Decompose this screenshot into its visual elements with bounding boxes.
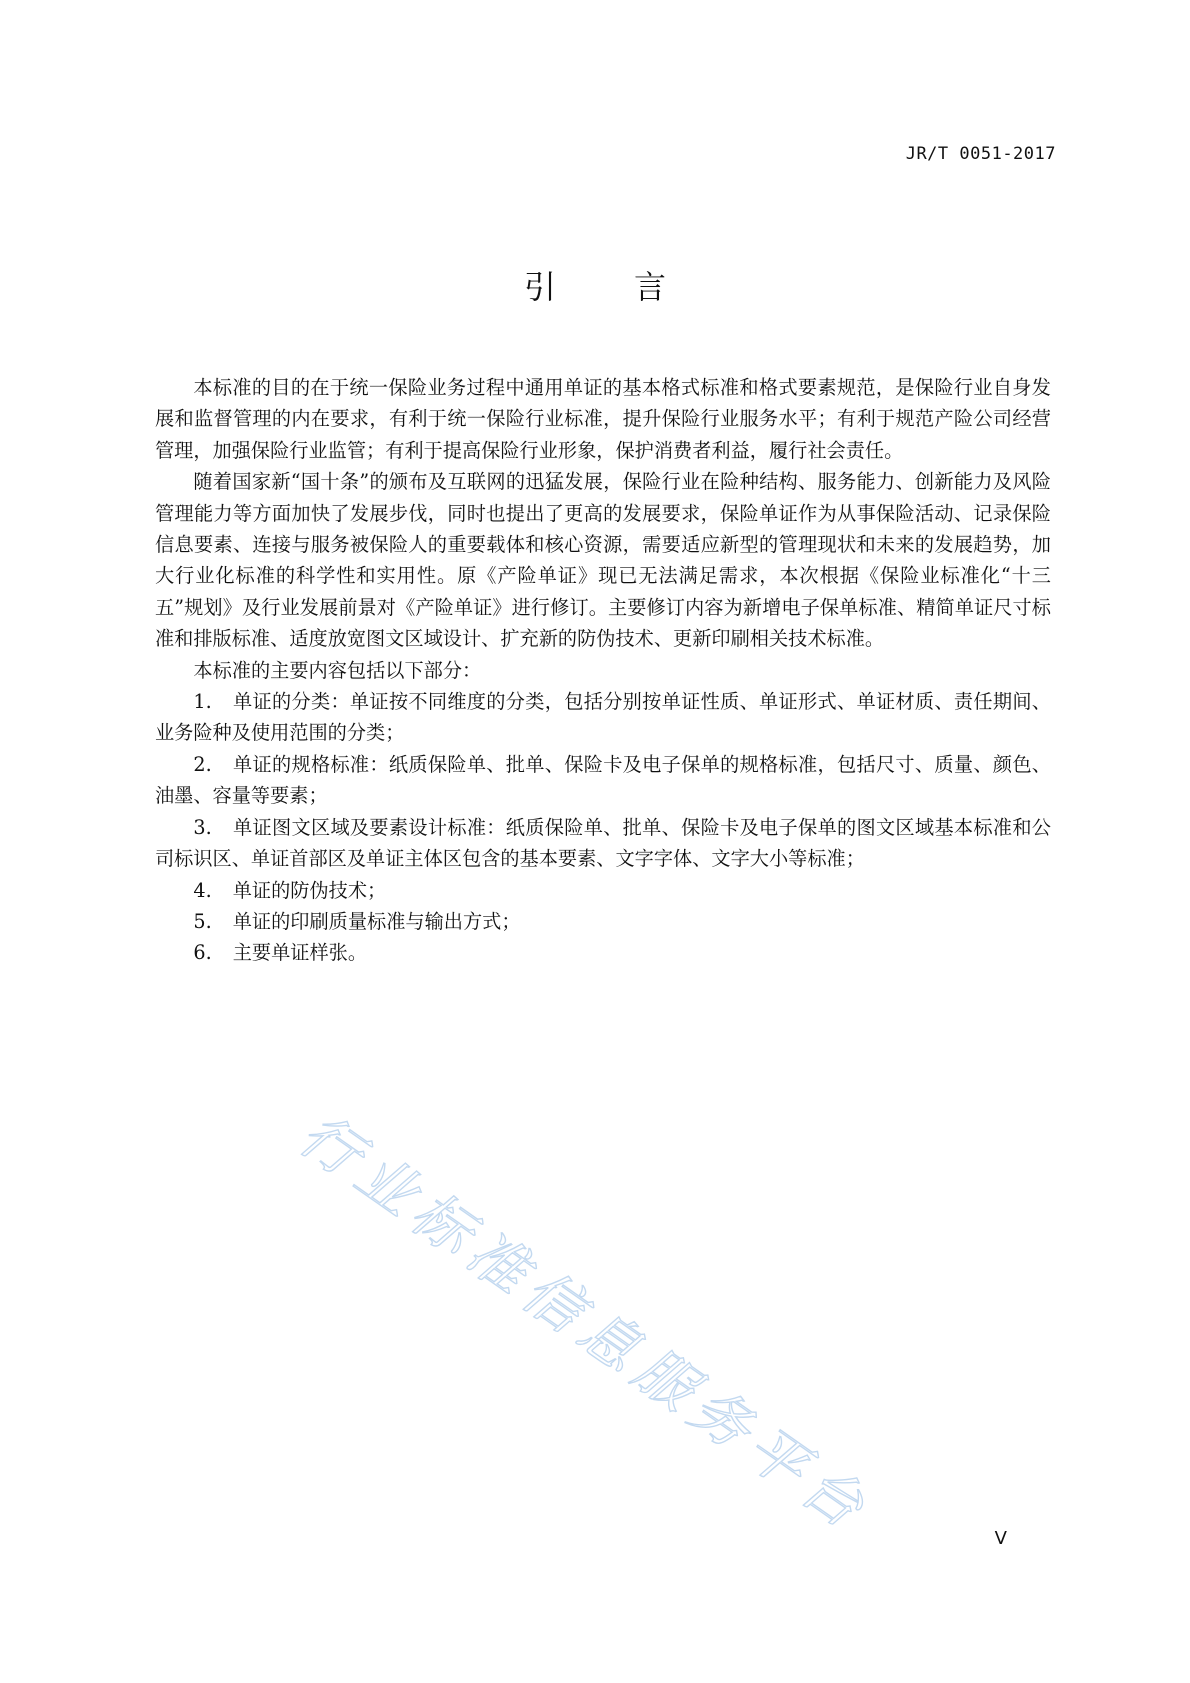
list-item xyxy=(155,937,1051,968)
page-title xyxy=(0,262,1190,308)
introduction-body xyxy=(155,372,1051,969)
list-item-number: 3. xyxy=(193,815,212,839)
standard-code: JR/T 0051-2017 xyxy=(905,144,1056,164)
title-char-1: 引 xyxy=(523,268,556,306)
list-item-text: 主要单证样张。 xyxy=(232,941,368,965)
title-char-2: 言 xyxy=(634,268,667,306)
list-item-text: 单证图文区域及要素设计标准：纸质保险单、批单、保险卡及电子保单的图文区域基本标准和公司标识区、单证首部区及单证主体区包含的基本要素、文字字体、文字大小等标准； xyxy=(155,815,1051,871)
list-item-number: 5. xyxy=(193,909,212,933)
paragraph-contents-intro: 本标准的主要内容包括以下部分： xyxy=(193,658,482,682)
list-item-text: 单证的分类：单证按不同维度的分类，包括分别按单证性质、单证形式、单证材质、责任期间、业务险种及使用范围的分类； xyxy=(155,690,1051,745)
paragraph-background: 随着国家新“国十条”的颁布及互联网的迅猛发展，保险行业在险种结构、服务能力、创新能力及风险管理能力等方面加快了发展步伐，同时也提出了更高的发展要求，保险单证作为从事保险活动、记录保险信息要素、连接与服务被保险人的重要载体和核心资源，需要适应新型的管理现状和未来的发展趋势，加大行业化标准的科学性和实用性。原《产险单证》现已无法满足需求，本次根据《保险业标准化“十三五”规划》及行业发展前景对《产险单证》进行修订。主要修订内容为新增电子保单标准、精简单证尺寸标准和排版标准、适度放宽图文区域设计、扩充新的防伪技术、更新印刷相关技术标准。 xyxy=(155,470,1051,651)
list-item-number: 1. xyxy=(193,690,212,714)
list-item xyxy=(155,875,1051,906)
page-number: V xyxy=(994,1528,1007,1549)
watermark: 行业标准信息服务平台 xyxy=(287,1100,884,1546)
list-item xyxy=(155,906,1051,937)
list-item-text: 单证的规格标准：纸质保险单、批单、保险卡及电子保单的规格标准，包括尺寸、质量、颜色、油墨、容量等要素； xyxy=(155,752,1051,808)
list-item xyxy=(155,749,1051,812)
list-item-number: 4. xyxy=(193,878,212,902)
list-item-number: 6. xyxy=(193,941,212,965)
paragraph-purpose: 本标准的目的在于统一保险业务过程中通用单证的基本格式标准和格式要素规范，是保险行业自身发展和监督管理的内在要求，有利于统一保险行业标准，提升保险行业服务水平；有利于规范产险公司经营管理，加强保险行业监管；有利于提高保险行业形象，保护消费者利益，履行社会责任。 xyxy=(155,376,1051,462)
list-item-number: 2. xyxy=(193,752,212,776)
list-item xyxy=(155,812,1051,875)
list-item-text: 单证的印刷质量标准与输出方式； xyxy=(232,909,521,933)
list-item-text: 单证的防伪技术； xyxy=(232,878,387,902)
list-item xyxy=(155,686,1051,749)
